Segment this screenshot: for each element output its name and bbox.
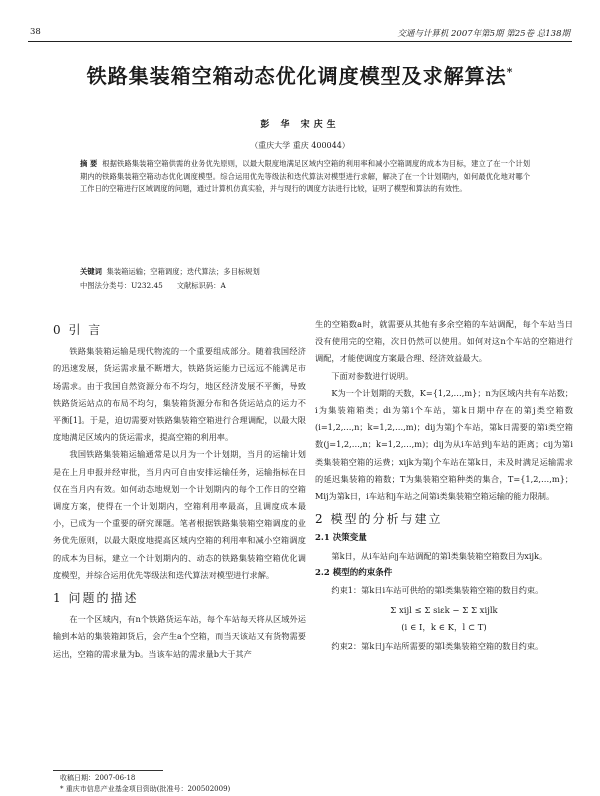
paragraph: K为一个计划期的天数，K={1,2,…,m}；n为区域内共有车站数；i为集装箱箱类；di为第i个车站，第k日期中存在的第j类空箱数(i=1,2,…,n；k=1,2,…,m)；dij为第j个车站，第k日需要的第i类空箱数(j=1,2,…,n；k=1,2,…,m)；dij为从i车站到j车站的距离；cij为第i类集装箱空箱的运费；xijk为第j个车站在第k日，未及时满足运输需求的延迟集装箱的箱数；T为集装箱空箱种类的集合，T={1,2,…,m}；Mij为第k日，i车站和j车站之间第i类集装箱空箱运输的能力限制。 (315, 387, 573, 502)
section-2-heading: 2 模型的分析与建立 (315, 512, 443, 527)
authors: 彭 华 宋庆生 (260, 120, 340, 130)
footnote-rule (53, 770, 163, 771)
class-label: 中图法分类号： (80, 281, 132, 290)
formula-1: Σ xijl ≤ Σ siεk − Σ Σ xijlk (390, 606, 498, 617)
page-number: 38 (30, 27, 41, 37)
doc-value: A (220, 281, 226, 290)
page-header (28, 27, 572, 42)
section-0-heading: 0 引 言 (53, 323, 103, 337)
left-column (53, 322, 306, 663)
keywords-label: 关键词 (80, 267, 102, 276)
title-mark: * (506, 65, 514, 79)
paragraph: 第k日，从i车站向j车站调配的第l类集装箱空箱数目为xijk。 (331, 550, 548, 561)
affiliation: （重庆大学 重庆 400044） (250, 141, 350, 150)
subsection-2-1-heading: 2.1 决策变量 (315, 533, 367, 544)
footnote-received: 收稿日期：2007-06-18 (60, 774, 136, 782)
paragraph: 在一个区域内，有n个铁路货运车站，每个车站每天将从区域外运输到本站的集装箱卸货后，会产生a个空箱，而当天该站又有货物需要运出，空箱的需求量为b。当该车站的需求量b大于其产 (53, 614, 306, 659)
keywords (80, 266, 530, 279)
abstract-label: 摘 要 (80, 159, 98, 168)
paragraph: 下面对参数进行说明。 (331, 370, 414, 381)
right-column (315, 316, 573, 655)
journal-info: 交通与计算机 2007年第5期 第25卷 总138期 (397, 29, 570, 39)
subsection-2-2-heading: 2.2 模型的约束条件 (315, 567, 393, 578)
section-1-heading: 1 问题的描述 (53, 591, 139, 606)
paragraph: 约束2：第k日j车站所需要的第l类集装箱空箱的数目约束。 (331, 640, 544, 651)
abstract-text: 根据铁路集装箱空箱供需的业务优先原则，以最大限度地满足区域内空箱的利用率和减小空箱调度的成本为目标，建立了在一个计划期内的铁路集装箱空箱动态优化调度模型。综合运用优先等级法和迭代算法对模型进行求解，解决了在一个计划期内，如何最优化地对哪个工作日的空箱进行区域调度的问题，通过计算机仿真实验，并与现行的调度方法进行比较，证明了模型和算法的有效性。 (80, 159, 531, 193)
classification (80, 280, 530, 293)
class-value: U232.45 (131, 281, 163, 290)
title-text: 铁路集装箱空箱动态优化调度模型及求解算法 (86, 64, 507, 88)
doc-label: 文献标识码： (176, 281, 221, 290)
paper-title (0, 60, 600, 89)
paragraph: 铁路集装箱运输是现代物流的一个重要组成部分。随着我国经济的迅速发展，货运需求量不断增大，铁路货运能力已远远不能满足市场需求。由于我国自然资源分布不均匀，地区经济发展不平衡，导致铁路货运站点的布局不均匀，集装箱货源分布和各货运站点的运力不平衡[1]。于是，迫切需要对铁路集装箱空箱进行合理调配，以最大限度地满足区域内的货运需求，提高空箱的利用率。 (53, 346, 306, 443)
paragraph: 我国铁路集装箱运输通常是以月为一个计划期，当月的运输计划是在上月申报并经审批，当月内可自由安排运输任务，运输指标在日仅在当月内有效。如何动态地规划一个计划期内的每个工作日的空箱调度方案，使得在一个计划期内，空箱利用率最高，且调度成本最小，已成为一个重要的研究课题。笔者根据铁路集装箱空箱调度的业务优先原则，以最大限度地提高区域内空箱的利用率和减小空箱调度的成本为目标，建立一个计划期内的、动态的铁路集装箱空箱优化调度模型，并综合运用优先等级法和迭代算法对模型进行求解。 (53, 449, 306, 580)
footnote-funding: * 重庆市信息产业基金项目资助(批准号：200502009) (60, 785, 231, 793)
formula-1-condition: (i ∈ I，k ∈ K，l ⊂ T) (401, 623, 487, 634)
abstract (80, 158, 530, 196)
keywords-text: 集装箱运输；空箱调度；迭代算法；多目标规划 (106, 267, 260, 276)
paragraph: 约束1：第k日i车站可供给的第l类集装箱空箱的数目约束。 (331, 585, 544, 596)
paragraph: 生的空箱数a时，就需要从其他有多余空箱的车站调配，每个车站当日没有使用完的空箱，次日仍然可以使用。如何对这n个车站的空箱进行调配，才能使调度方案最合理、经济效益最大。 (315, 319, 573, 364)
